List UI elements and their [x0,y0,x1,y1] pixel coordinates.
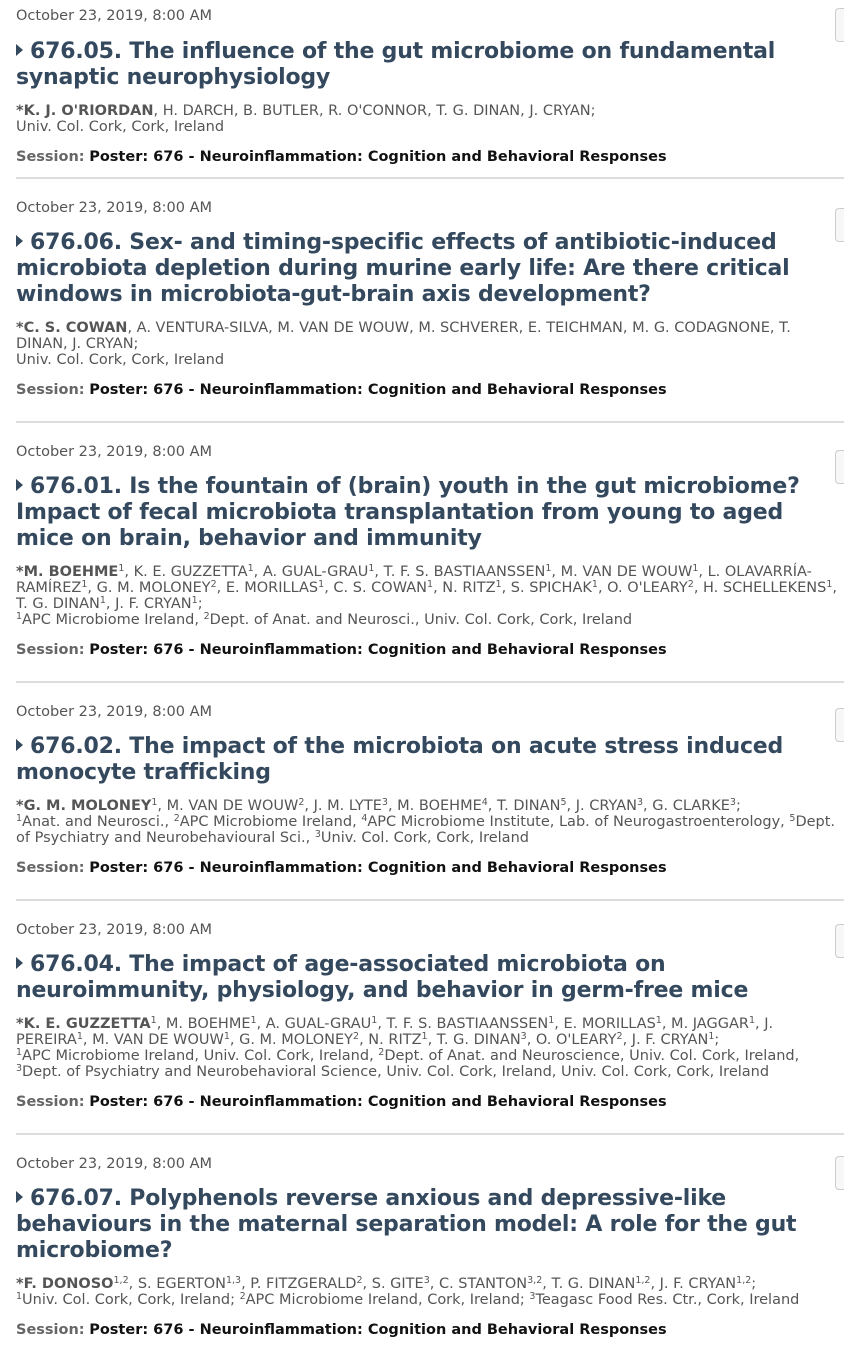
expand-triangle-icon[interactable] [16,235,23,247]
add-to-itinerary-button[interactable] [835,8,844,42]
abstract-date: October 23, 2019, 8:00 AM [16,200,213,216]
abstract-session: Session: Poster: 676 - Neuroinflammation: Cognition and Behavioral Responses [16,860,667,876]
abstract-authors: *K. J. O'RIORDAN, H. DARCH, B. BUTLER, R. O'CONNOR, T. G. DINAN, J. CRYAN; Univ. Col. Cork, Cork, Ireland [16,103,596,135]
abstract-session: Session: Poster: 676 - Neuroinflammation: Cognition and Behavioral Responses [16,642,667,658]
add-to-itinerary-button[interactable] [835,1156,844,1190]
abstract-title[interactable]: 676.05. The influence of the gut microbiome on fundamental synaptic neurophysiology [16,39,776,90]
abstract-list [16,0,844,1355]
abstract-title[interactable]: 676.02. The impact of the microbiota on acute stress induced monocyte trafficking [16,734,784,785]
abstract-date: October 23, 2019, 8:00 AM [16,922,213,938]
expand-triangle-icon[interactable] [16,1191,23,1203]
abstract-authors: *F. DONOSO$^{1,2}$, S. EGERTON$^{1,3}$, P. FITZGERALD$^2$, S. GITE$^3$, C. STANTON$^{3,2}$, T. G. DINAN$^{1,2}$, J. F. CRYAN$^{1,2}$; $^1$Univ. Col. Cork, Cork, Ireland; $^2$APC Microbiome Ireland, Cork, Ireland; $^3$Teagasc Food Res. Ctr., Cork, Ireland [16,1275,800,1308]
expand-triangle-icon[interactable] [16,739,23,751]
abstract-entry [16,423,844,683]
expand-triangle-icon[interactable] [16,479,23,491]
abstract-authors: *G. M. MOLONEY$^1$, M. VAN DE WOUW$^2$, J. M. LYTE$^3$, M. BOEHME$^4$, T. DINAN$^5$, J. CRYAN$^3$, G. CLARKE$^3$; $^1$Anat. and Neurosci., $^2$APC Microbiome Ireland, $^4$APC Microbiome Institute, Lab. of Neurogastroenterology, $^5$Dept. of Psychiatry and Neurobehavioural Sci., $^3$Univ. Col. Cork, Cork, Ireland [16,797,836,846]
add-to-itinerary-button[interactable] [835,208,844,242]
abstract-session: Session: Poster: 676 - Neuroinflammation: Cognition and Behavioral Responses [16,149,667,165]
abstract-entry [16,1135,844,1355]
abstract-session: Session: Poster: 676 - Neuroinflammation: Cognition and Behavioral Responses [16,1322,667,1338]
abstract-entry [16,0,844,179]
add-to-itinerary-button[interactable] [835,924,844,958]
abstract-entry [16,683,844,901]
add-to-itinerary-button[interactable] [835,450,844,484]
abstract-date: October 23, 2019, 8:00 AM [16,8,213,24]
abstract-title[interactable]: 676.07. Polyphenols reverse anxious and depressive-like behaviours in the maternal separation model: A role for the gut microbiome? [16,1186,797,1263]
abstract-entry [16,901,844,1135]
abstract-title[interactable]: 676.04. The impact of age-associated microbiota on neuroimmunity, physiology, and behavior in germ-free mice [16,952,749,1003]
abstract-session: Session: Poster: 676 - Neuroinflammation: Cognition and Behavioral Responses [16,382,667,398]
abstract-authors: *M. BOEHME$^1$, K. E. GUZZETTA$^1$, A. GUAL-GRAU$^1$, T. F. S. BASTIAANSSEN$^1$, M. VAN DE WOUW$^1$, L. OLAVARRÍA-RAMÍREZ$^1$, G. M. MOLONEY$^2$, E. MORILLAS$^1$, C. S. COWAN$^1$, N. RITZ$^1$, S. SPICHAK$^1$, O. O'LEARY$^2$, H. SCHELLEKENS$^1$, T. G. DINAN$^1$, J. F. CRYAN$^1$; $^1$APC Microbiome Ireland, $^2$Dept. of Anat. and Neurosci., Univ. Col. Cork, Cork, Ireland [16,563,837,628]
abstract-date: October 23, 2019, 8:00 AM [16,444,213,460]
abstract-authors: *C. S. COWAN, A. VENTURA-SILVA, M. VAN DE WOUW, M. SCHVERER, E. TEICHMAN, M. G. CODAGNONE, T. DINAN, J. CRYAN; Univ. Col. Cork, Cork, Ireland [16,320,791,368]
add-to-itinerary-button[interactable] [835,708,844,742]
abstract-session: Session: Poster: 676 - Neuroinflammation: Cognition and Behavioral Responses [16,1094,667,1110]
abstract-title[interactable]: 676.01. Is the fountain of (brain) youth in the gut microbiome? Impact of fecal microbiota transplantation from young to aged mice on brain, behavior and immunity [16,474,800,551]
abstract-date: October 23, 2019, 8:00 AM [16,704,213,720]
abstract-date: October 23, 2019, 8:00 AM [16,1156,213,1172]
expand-triangle-icon[interactable] [16,957,23,969]
abstract-title[interactable]: 676.06. Sex- and timing-specific effects of antibiotic-induced microbiota depletion during murine early life: Are there critical windows in microbiota-gut-brain axis development? [16,230,790,307]
expand-triangle-icon[interactable] [16,44,23,56]
abstract-authors: *K. E. GUZZETTA$^1$, M. BOEHME$^1$, A. GUAL-GRAU$^1$, T. F. S. BASTIAANSSEN$^1$, E. MORILLAS$^1$, M. JAGGAR$^1$, J. PEREIRA$^1$, M. VAN DE WOUW$^1$, G. M. MOLONEY$^2$, N. RITZ$^1$, T. G. DINAN$^3$, O. O'LEARY$^2$, J. F. CRYAN$^1$; $^1$APC Microbiome Ireland, Univ. Col. Cork, Ireland, $^2$Dept. of Anat. and Neuroscience, Univ. Col. Cork, Ireland, $^3$Dept. of Psychiatry and Neurobehavioral Science, Univ. Col. Cork, Ireland, Univ. Col. Cork, Cork, Ireland [16,1015,800,1080]
abstract-entry [16,179,844,423]
